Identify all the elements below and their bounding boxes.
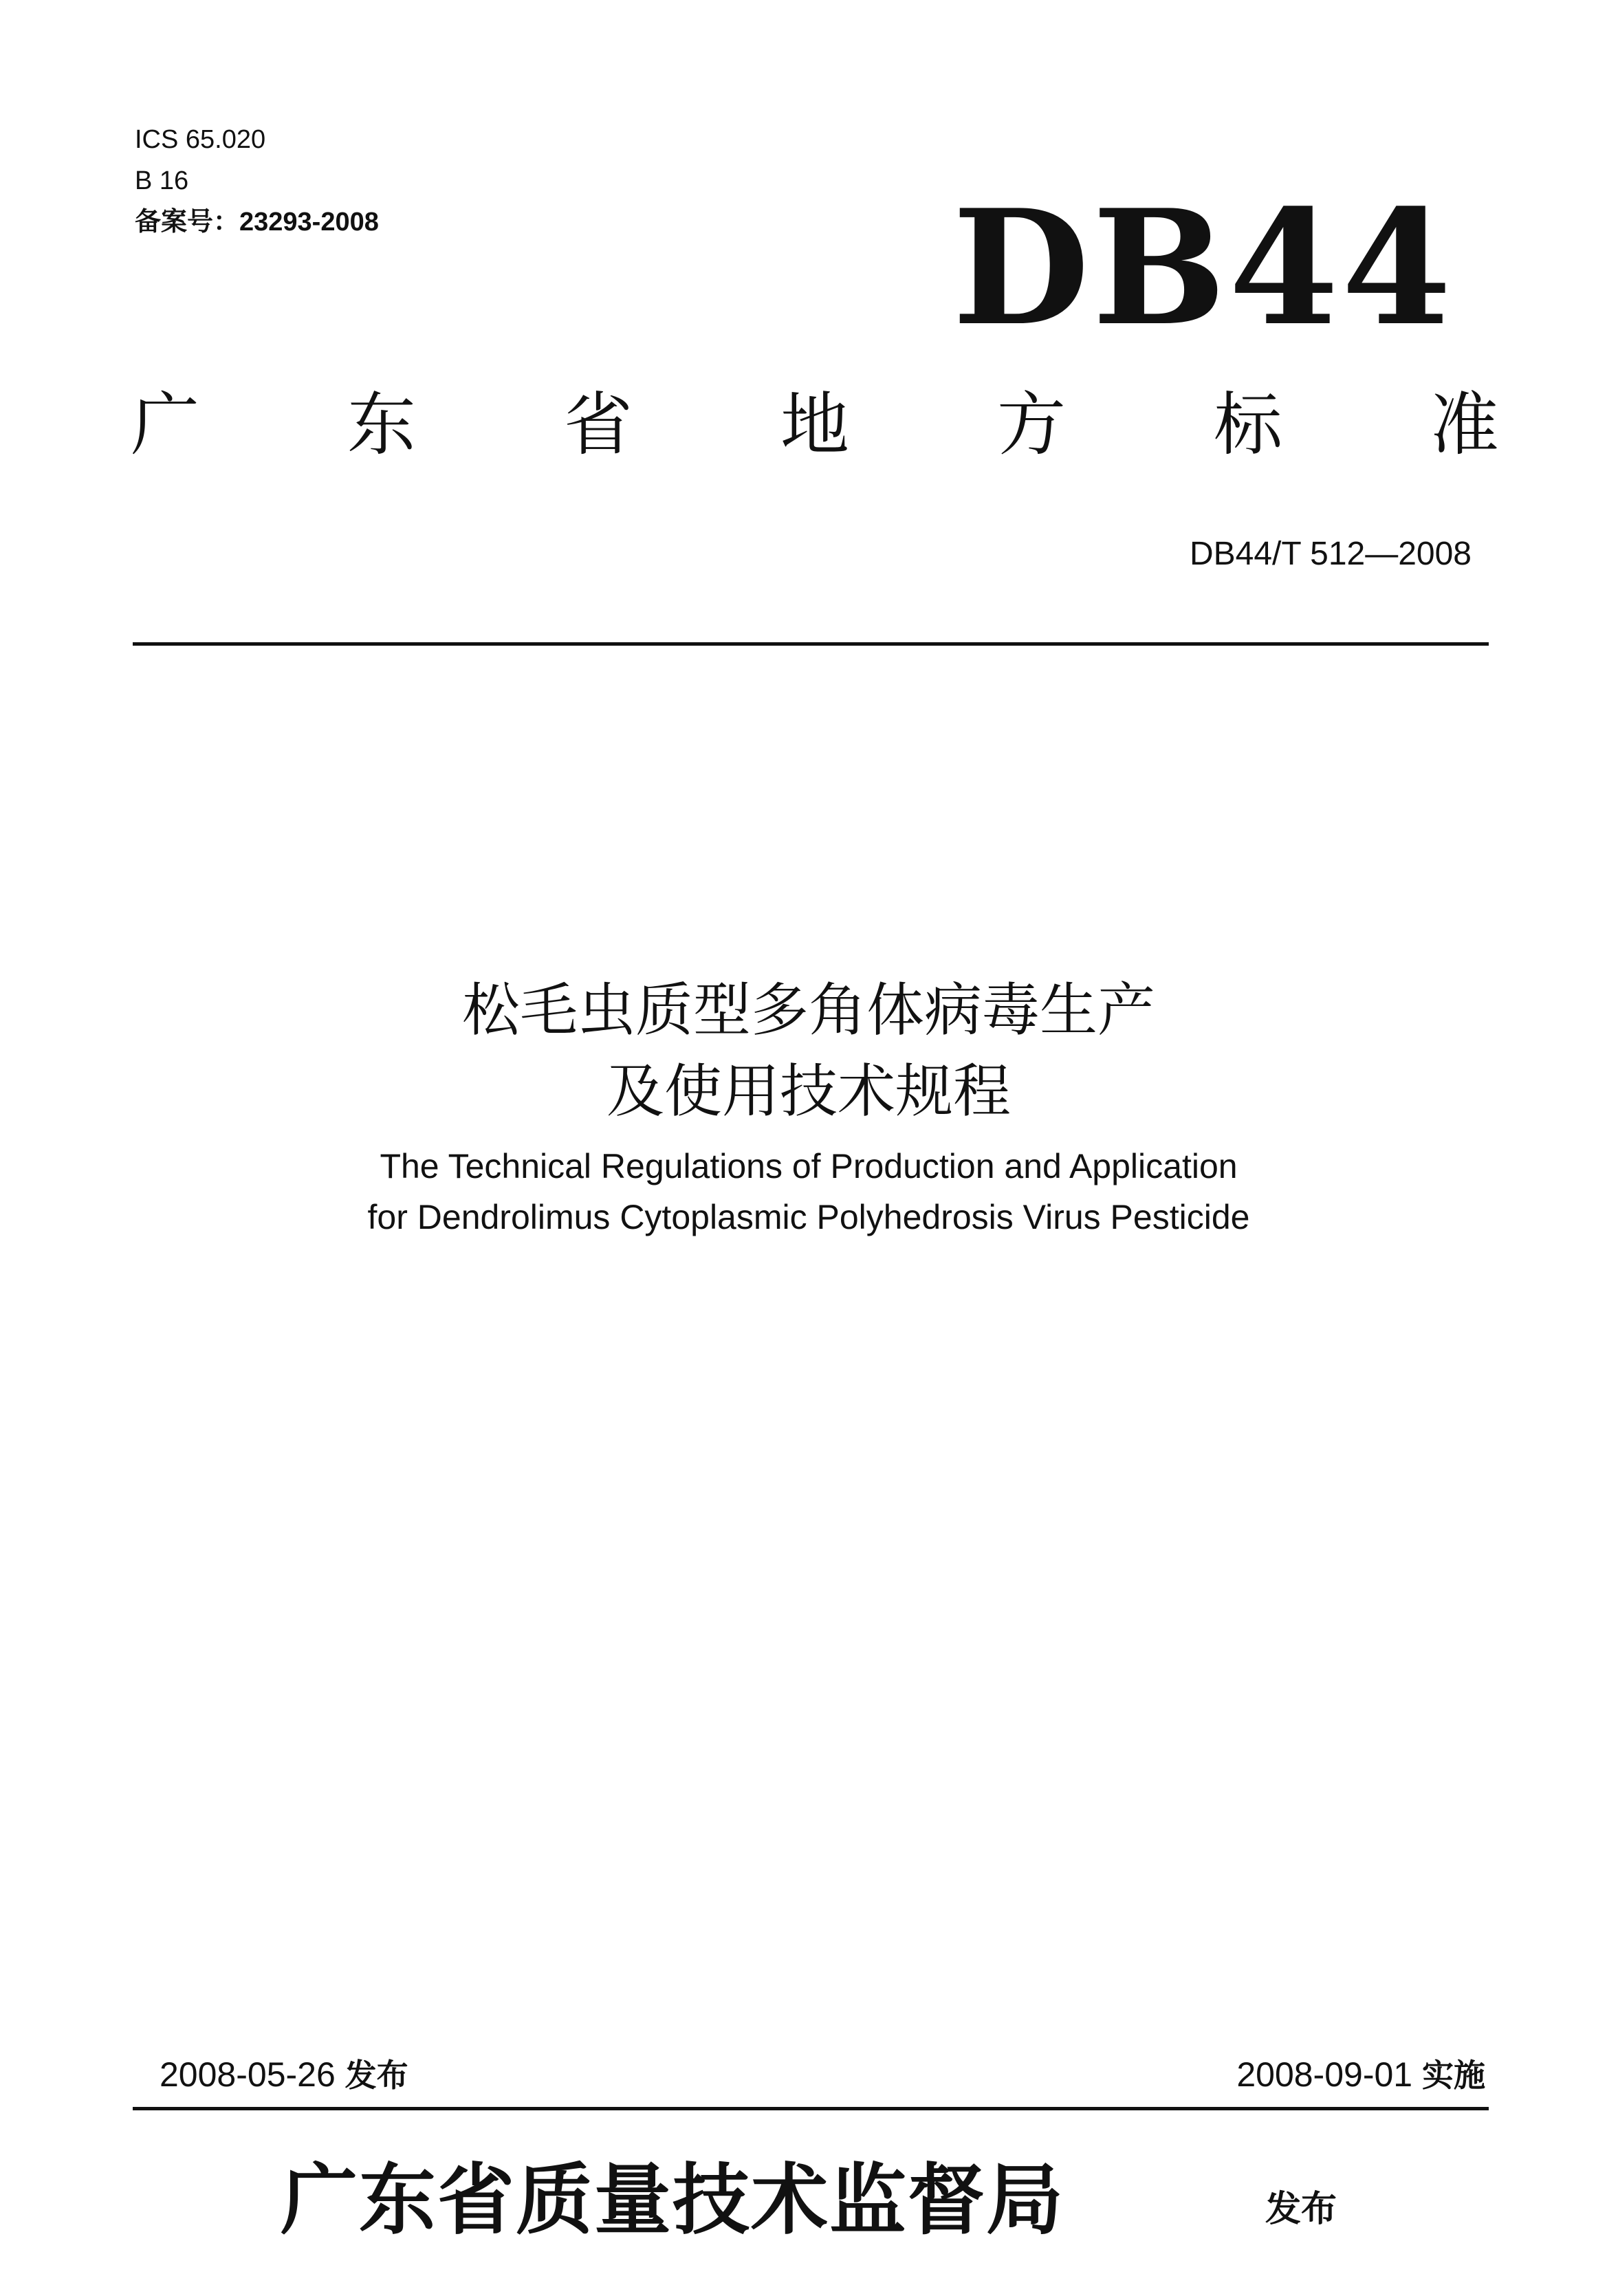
standard-type-heading bbox=[131, 384, 1499, 466]
title-chinese-line-2: 及使用技术规程 bbox=[606, 1058, 1011, 1125]
ics-code: ICS 65.020 bbox=[135, 125, 266, 154]
record-number: 备案号：23293-2008 bbox=[135, 208, 379, 237]
issue-date-label: 发布 bbox=[345, 2057, 408, 2094]
effective-date-value: 2008-09-01 bbox=[1236, 2055, 1413, 2094]
title-english-line-1: The Technical Regulations of Production and Application bbox=[380, 1147, 1238, 1185]
title-chinese-line-1: 松毛虫质型多角体病毒生产 bbox=[461, 976, 1155, 1044]
standard-number: DB44/T 512—2008 bbox=[1189, 536, 1472, 572]
issuing-authority-suffix: 发布 bbox=[1265, 2189, 1337, 2230]
issue-date-value: 2008-05-26 bbox=[160, 2055, 336, 2094]
title-english-line-2: for Dendrolimus Cytoplasmic Polyhedrosis Virus Pesticide bbox=[367, 1198, 1250, 1236]
standard-type-char: 标 bbox=[1214, 384, 1282, 465]
issue-date bbox=[160, 2051, 408, 2099]
effective-date bbox=[1031, 2051, 1485, 2099]
top-divider bbox=[133, 642, 1489, 646]
standard-type-char: 地 bbox=[780, 384, 849, 465]
issuing-authority: 广东省质量技术监督局 bbox=[281, 2155, 1064, 2245]
standard-type-char: 准 bbox=[1430, 384, 1499, 465]
classification-code: B 16 bbox=[135, 166, 189, 195]
standard-type-char: 省 bbox=[564, 384, 633, 465]
standard-type-char: 广 bbox=[131, 384, 199, 465]
standard-type-char: 东 bbox=[347, 384, 416, 465]
effective-date-label: 实施 bbox=[1422, 2057, 1485, 2094]
standard-mark: DB44 bbox=[952, 175, 1454, 361]
standard-type-char: 方 bbox=[997, 384, 1066, 465]
bottom-divider bbox=[133, 2107, 1489, 2110]
